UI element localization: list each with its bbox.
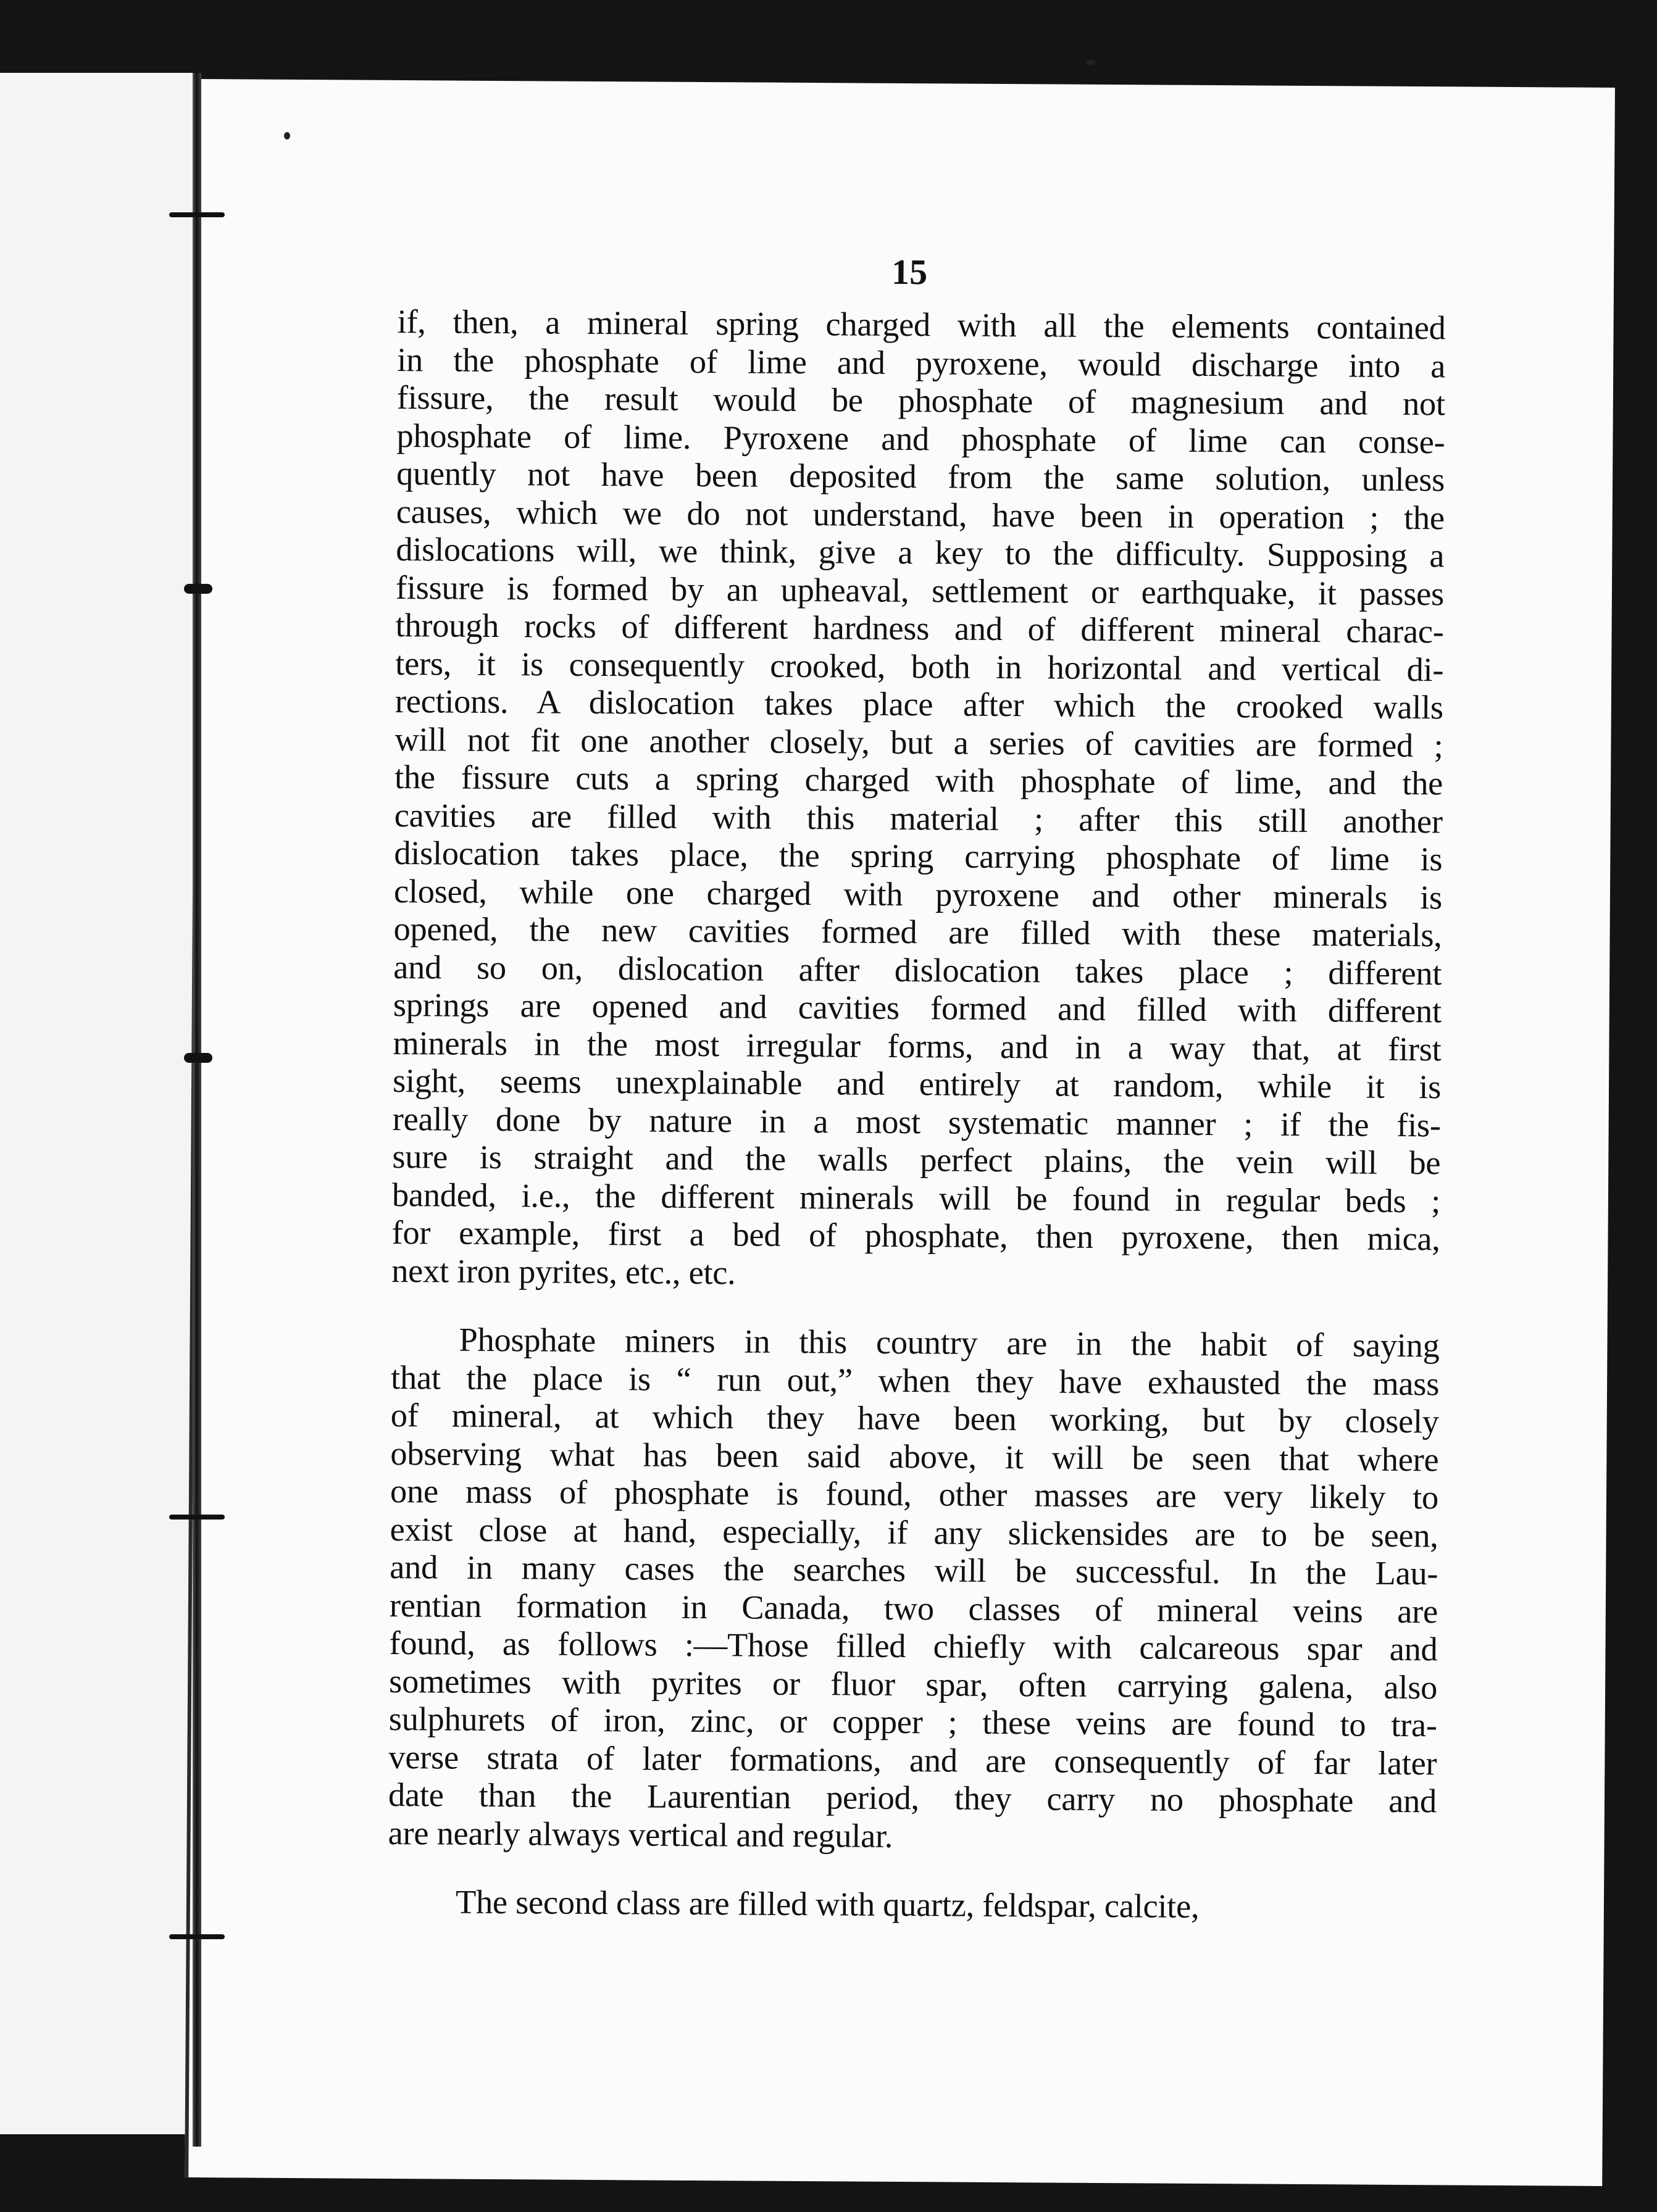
text-line: for example, first a bed of phosphate, then pyroxene, then mica, bbox=[391, 1213, 1440, 1258]
paragraph bbox=[388, 1320, 1439, 1858]
text-line: are nearly always vertical and regular. bbox=[388, 1813, 893, 1855]
text-line: phosphate of lime. Pyroxene and phosphate of lime can conse- bbox=[396, 416, 1445, 460]
text-line: ters, it is consequently crooked, both in horizontal and vertical di- bbox=[395, 644, 1444, 688]
text-line: one mass of phosphate is found, other masses are very likely to bbox=[390, 1471, 1439, 1516]
facing-page-edge bbox=[0, 73, 198, 2134]
text-line: the fissure cuts a spring charged with phosphate of lime, and the bbox=[394, 757, 1443, 802]
text-line: date than the Laurentian period, they carry no phosphate and bbox=[388, 1775, 1437, 1820]
text-line: rentian formation in Canada, two classes of mineral veins are bbox=[389, 1586, 1438, 1630]
text-line: Phosphate miners in this country are in the habit of saying bbox=[459, 1320, 1440, 1365]
text-line: through rocks of different hardness and of different mineral charac- bbox=[395, 605, 1444, 651]
text-line: dislocation takes place, the spring carrying phosphate of lime is bbox=[394, 833, 1443, 878]
text-line: minerals in the most irregular forms, and in a way that, at first bbox=[393, 1023, 1442, 1068]
text-line: fissure is formed by an upheaval, settlement or earthquake, it passes bbox=[395, 568, 1445, 612]
text-line: of mineral, at which they have been working, but by closely bbox=[390, 1395, 1439, 1441]
text-line: sulphurets of iron, zinc, or copper ; these veins are found to tra- bbox=[388, 1699, 1437, 1744]
text-line: fissure, the result would be phosphate of magnesium and not bbox=[396, 378, 1446, 423]
text-line: really done by nature in a most systematic manner ; if the fis- bbox=[392, 1099, 1441, 1144]
text-line: sight, seems unexplainable and entirely at random, while it is bbox=[392, 1061, 1442, 1106]
text-line: next iron pyrites, etc., etc. bbox=[391, 1251, 736, 1291]
book-spine bbox=[193, 73, 201, 2147]
text-line: observing what has been said above, it will be seen that where bbox=[390, 1434, 1439, 1478]
text-line: rections. A dislocation takes place after which the crooked walls bbox=[394, 681, 1444, 726]
text-line: causes, which we do not understand, have been in operation ; the bbox=[396, 492, 1445, 536]
text-line: and so on, dislocation after dislocation takes place ; different bbox=[393, 947, 1442, 992]
binding-stitch bbox=[184, 584, 212, 594]
text-line: banded, i.e., the different minerals will be found in regular beds ; bbox=[391, 1175, 1441, 1220]
text-line: sometimes with pyrites or fluor spar, often carrying galena, also bbox=[388, 1661, 1438, 1706]
text-line: The second class are filled with quartz, feldspar, calcite, bbox=[455, 1882, 1200, 1925]
text-line: cavities are filled with this material ; after this still another bbox=[394, 796, 1443, 840]
text-line: dislocations will, we think, give a key to the difficulty. Supposing a bbox=[396, 530, 1445, 575]
text-line: that the place is “ run out,” when they have exhausted the mass bbox=[390, 1358, 1440, 1402]
text-line: opened, the new cavities formed are filled with these materials, bbox=[393, 909, 1442, 954]
book-page bbox=[185, 79, 1615, 2186]
binding-stitch bbox=[169, 212, 225, 217]
paragraph bbox=[391, 302, 1446, 1295]
dust-speck bbox=[284, 132, 290, 139]
page-body-text bbox=[388, 302, 1446, 1927]
binding-stitch bbox=[169, 1934, 225, 1939]
text-line: closed, while one charged with pyroxene and other minerals is bbox=[393, 871, 1443, 916]
text-line: sure is straight and the walls perfect plains, the vein will be bbox=[392, 1137, 1441, 1182]
binding-stitch bbox=[169, 1515, 225, 1520]
text-line: verse strata of later formations, and are consequently of far later bbox=[388, 1737, 1437, 1782]
text-line: quently not have been deposited from the same solution, unless bbox=[396, 454, 1445, 499]
page-number: 15 bbox=[891, 251, 928, 293]
text-line: exist close at hand, especially, if any slickensides are to be seen, bbox=[390, 1510, 1438, 1554]
text-line: will not fit one another closely, but a series of cavities are formed ; bbox=[394, 720, 1443, 764]
text-line: found, as follows :—Those filled chiefly with calcareous spar and bbox=[389, 1623, 1438, 1668]
text-line: in the phosphate of lime and pyroxene, would discharge into a bbox=[397, 340, 1446, 385]
binding-stitch bbox=[184, 1053, 212, 1063]
text-line: if, then, a mineral spring charged with all the elements contained bbox=[397, 302, 1446, 347]
paragraph bbox=[388, 1882, 1436, 1927]
dust-speck bbox=[1087, 59, 1095, 65]
text-line: and in many cases the searches will be successful. In the Lau- bbox=[390, 1547, 1438, 1592]
text-line: springs are opened and cavities formed and filled with different bbox=[393, 985, 1442, 1030]
